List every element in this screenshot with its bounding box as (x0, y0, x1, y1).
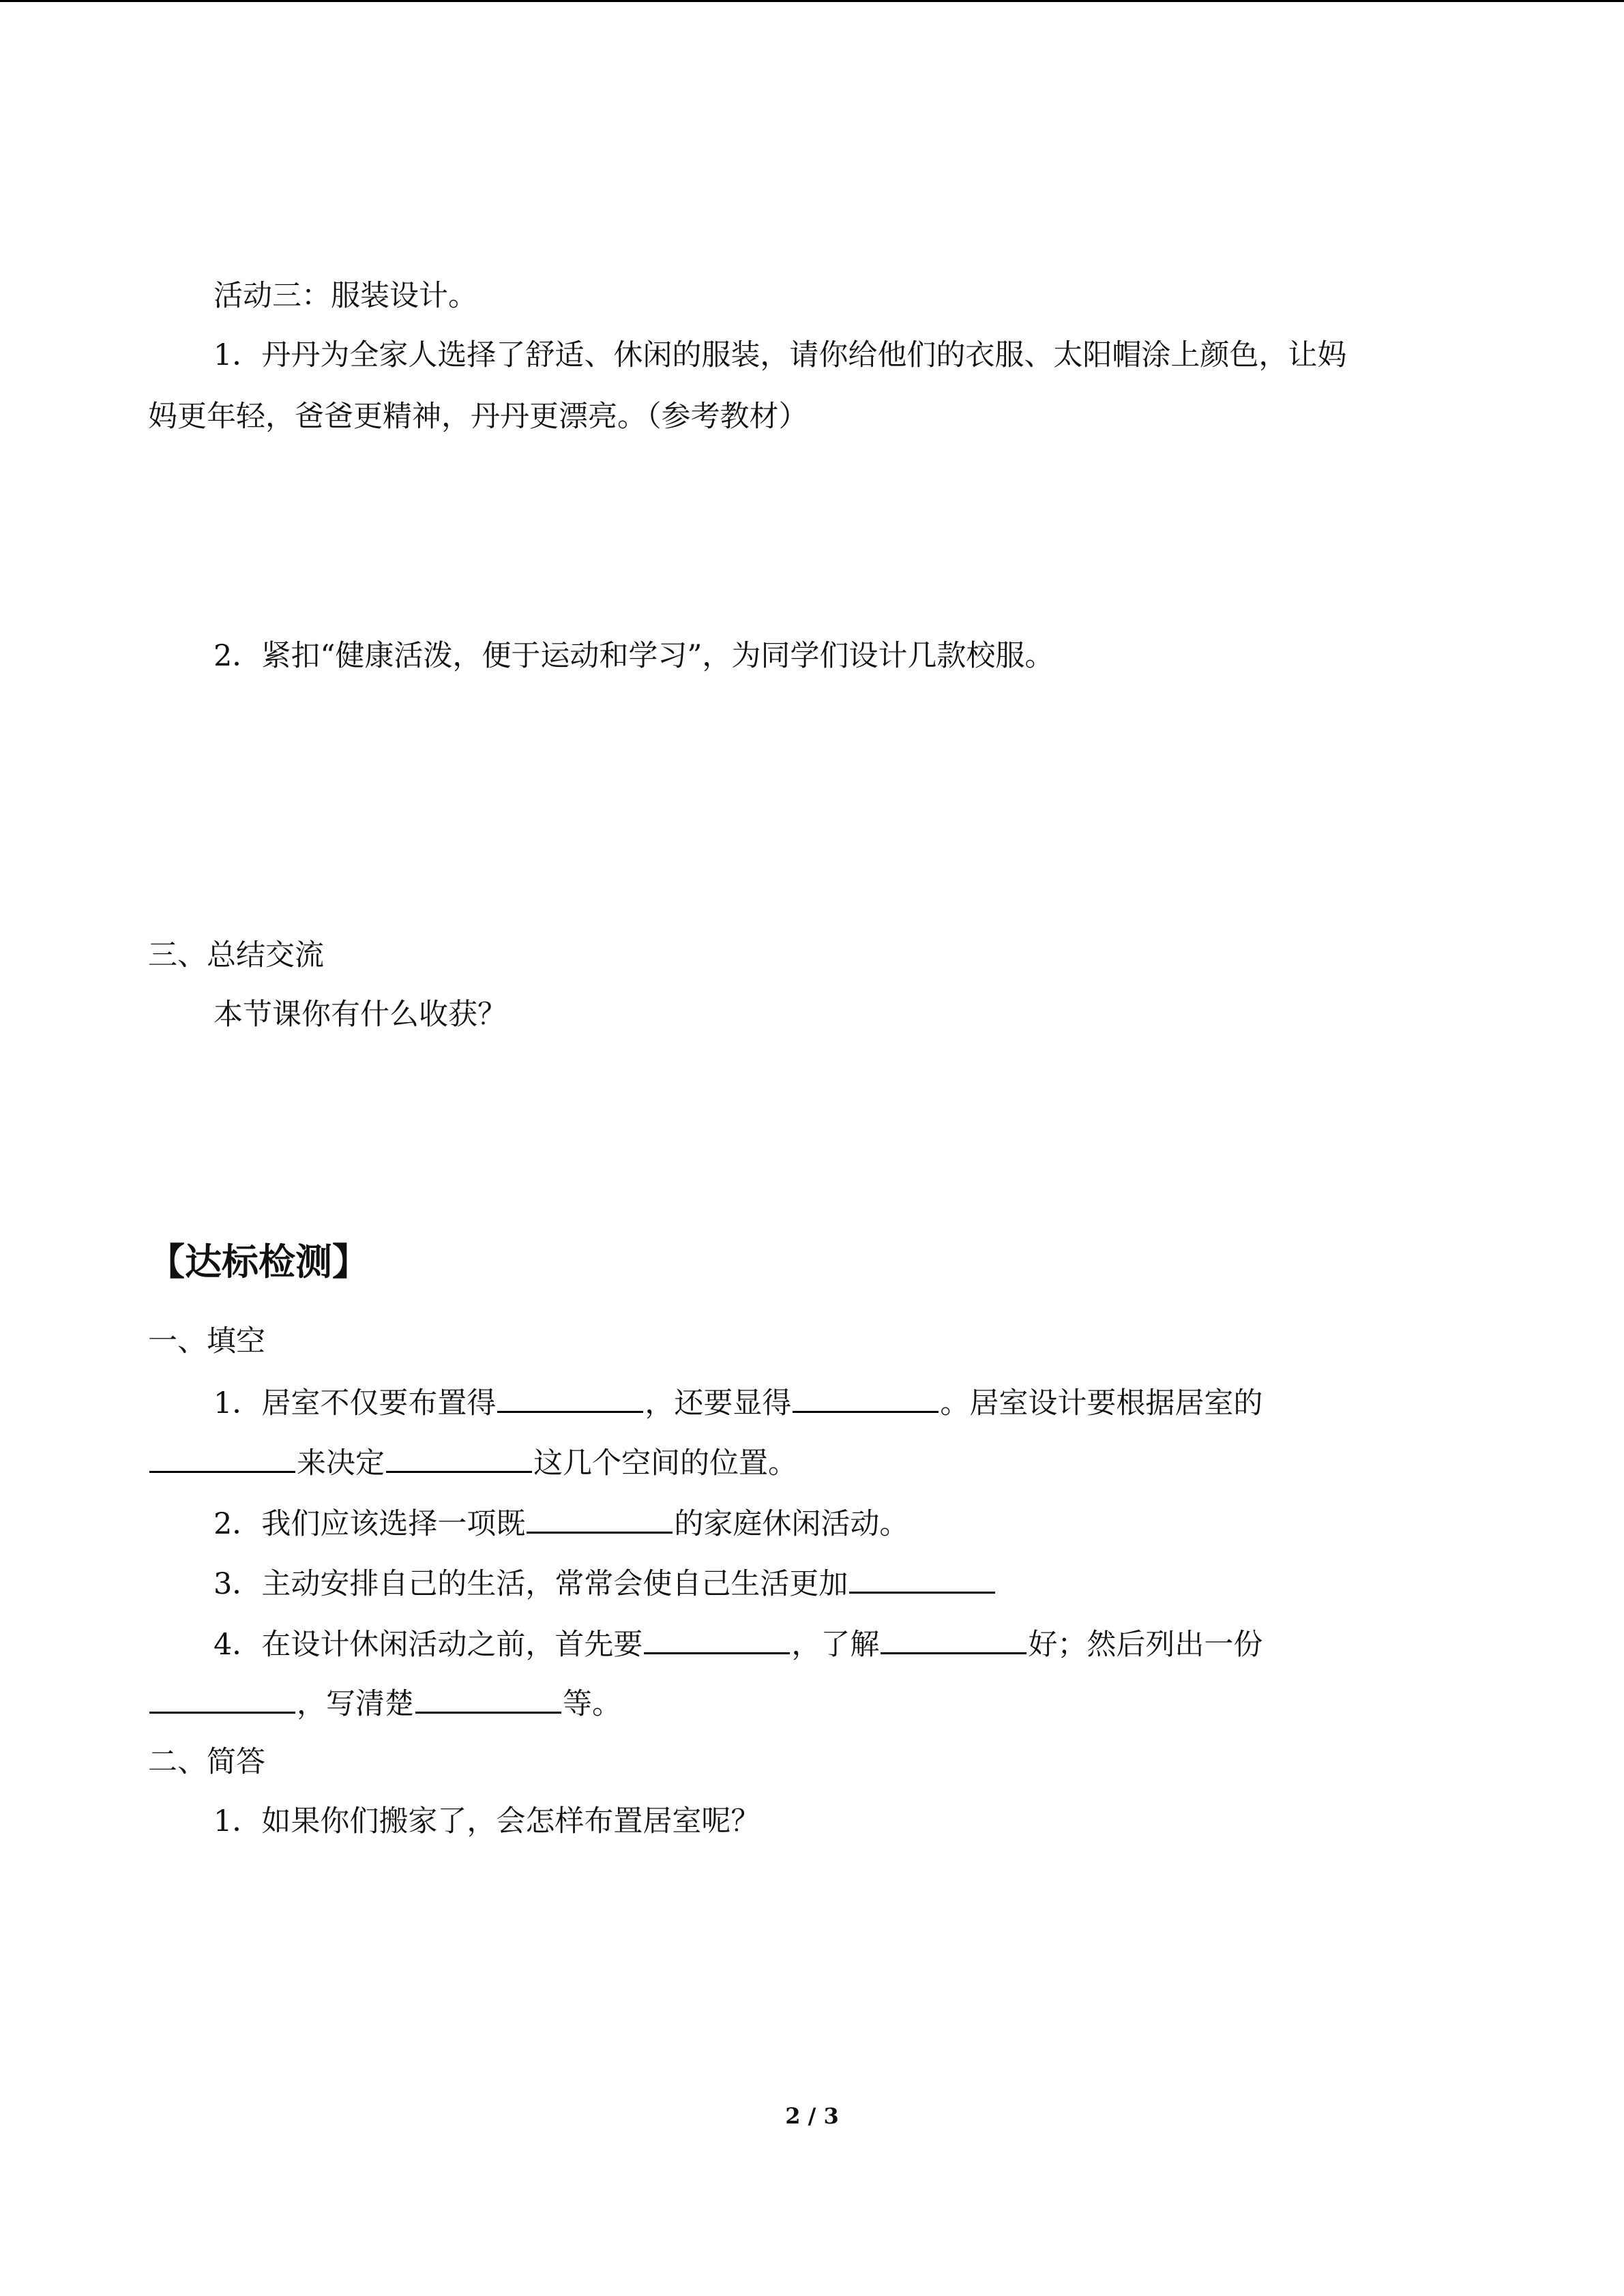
fill-blank[interactable] (849, 1562, 995, 1594)
short-answer-q1: 1．如果你们搬家了，会怎样布置居室呢？ (213, 1804, 761, 1838)
fill-blank[interactable] (527, 1502, 673, 1534)
fill-q4-line2 (148, 1682, 621, 1725)
short-answer-heading: 二、简答 (148, 1745, 265, 1779)
fill-q4-text-e: 等。 (563, 1687, 621, 1721)
fill-blank[interactable] (497, 1381, 643, 1413)
page-number: 2 / 3 (785, 2103, 839, 2129)
summary-heading: 三、总结交流 (148, 938, 324, 972)
fill-blank[interactable] (881, 1622, 1027, 1654)
fill-blank[interactable] (386, 1441, 532, 1473)
fill-blank[interactable] (415, 1682, 561, 1714)
fill-q2-text-b: 的家庭休闲活动。 (674, 1507, 909, 1541)
fill-q2 (213, 1502, 909, 1545)
fill-q4-text-d: ，写清楚 (297, 1687, 414, 1721)
fill-q1-text-e: 这几个空间的位置。 (533, 1446, 797, 1480)
fill-q1-line2 (148, 1441, 797, 1484)
fill-heading: 一、填空 (148, 1324, 265, 1358)
fill-blank[interactable] (644, 1622, 790, 1654)
activity3-q1-line2: 妈更年轻，爸爸更精神，丹丹更漂亮。（参考教材） (148, 400, 808, 434)
fill-q4-line1 (213, 1622, 1263, 1665)
fill-q1-line1 (213, 1381, 1263, 1424)
fill-q1-text-a: 1．居室不仅要布置得 (213, 1386, 497, 1420)
top-border-rule (0, 0, 1624, 2)
fill-q3 (213, 1562, 996, 1605)
fill-q3-text-a: 3．主动安排自己的生活，常常会使自己生活更加 (213, 1567, 848, 1601)
fill-q4-text-a: 4．在设计休闲活动之前，首先要 (213, 1628, 643, 1662)
fill-q4-text-b: ，了解 (791, 1628, 880, 1662)
fill-q4-text-c: 好；然后列出一份 (1028, 1628, 1263, 1662)
activity3-q2: 2．紧扣“健康活泼，便于运动和学习”，为同学们设计几款校服。 (213, 639, 1054, 673)
fill-q2-text-a: 2．我们应该选择一项既 (213, 1507, 526, 1541)
summary-question: 本节课你有什么收获？ (213, 998, 507, 1032)
test-heading: 【达标检测】 (148, 1240, 369, 1283)
fill-blank[interactable] (149, 1441, 295, 1473)
fill-blank[interactable] (793, 1381, 939, 1413)
fill-blank[interactable] (149, 1682, 295, 1714)
fill-q1-text-d: 来决定 (297, 1446, 385, 1480)
fill-q1-text-c: 。居室设计要根据居室的 (940, 1386, 1263, 1420)
fill-q1-text-b: ，还要显得 (645, 1386, 792, 1420)
activity3-q1-line1: 1．丹丹为全家人选择了舒适、休闲的服装，请你给他们的衣服、太阳帽涂上颜色，让妈 (213, 338, 1347, 372)
activity3-title: 活动三：服装设计。 (213, 279, 477, 313)
